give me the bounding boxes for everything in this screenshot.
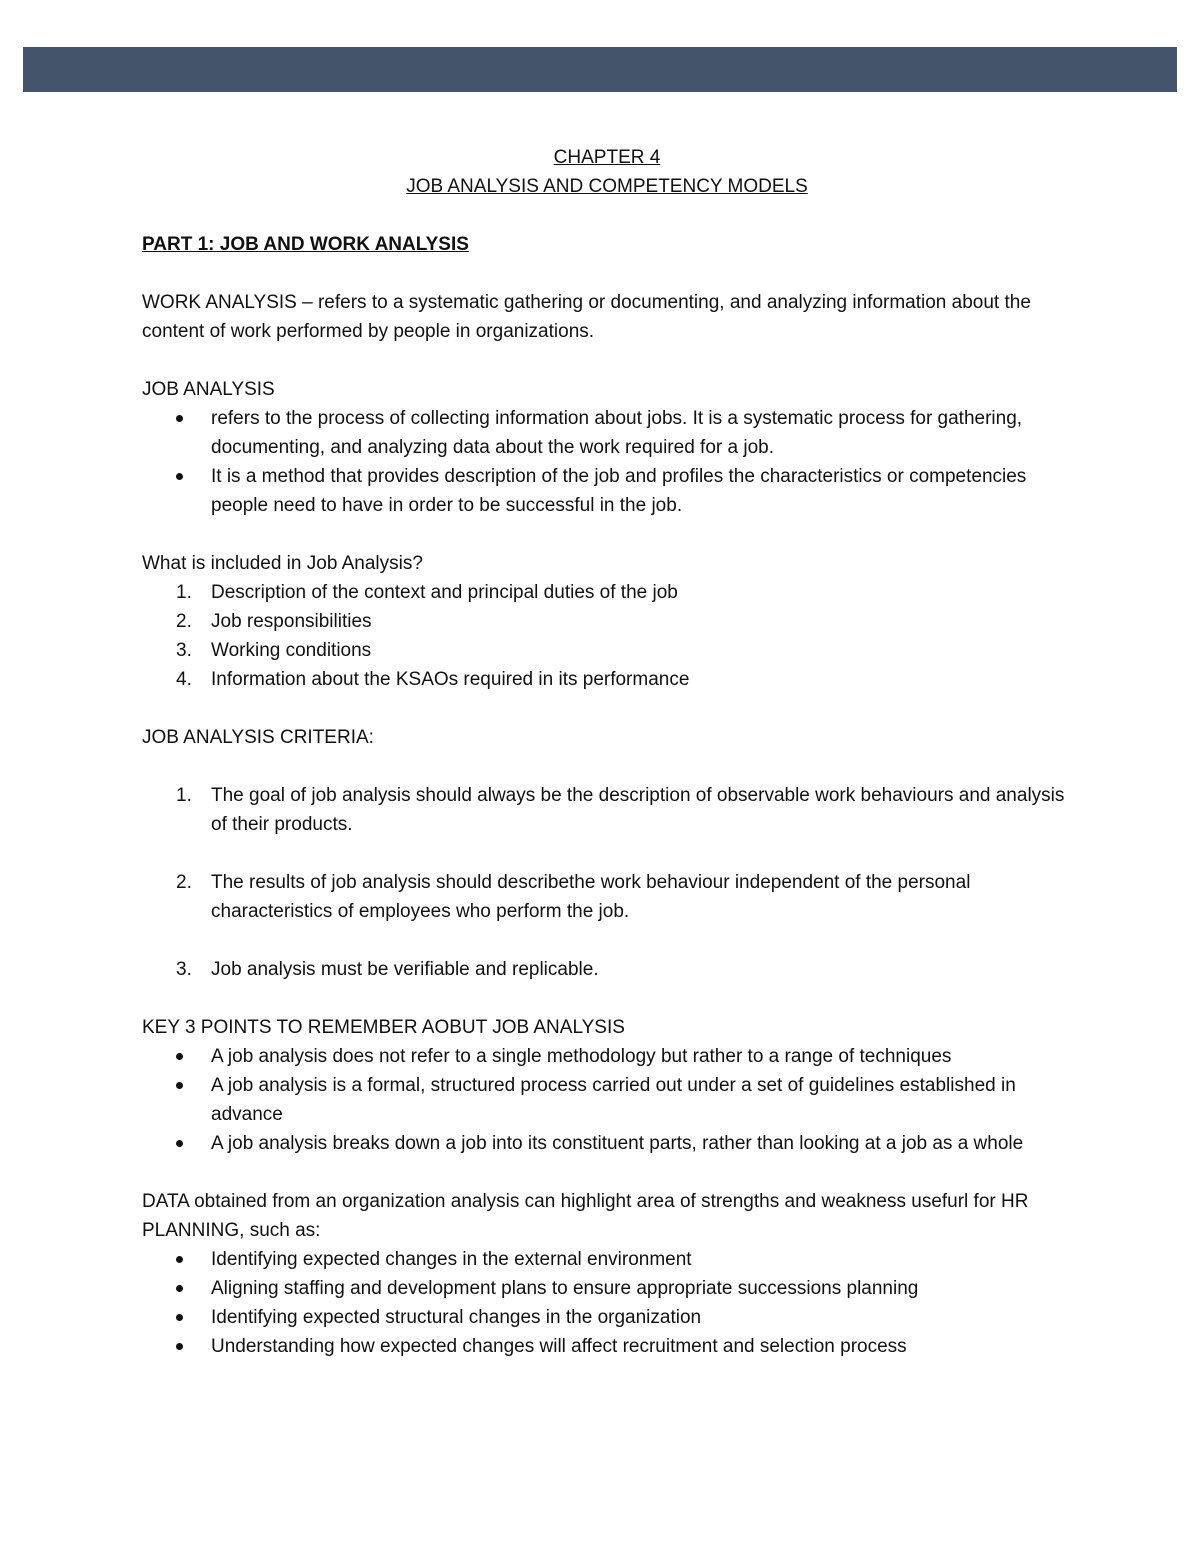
list-item: 2. The results of job analysis should describethe work behaviour independent of the personal characteristics of employees who perform the job. <box>176 872 971 922</box>
criteria-heading: JOB ANALYSIS CRITERIA: <box>142 727 374 748</box>
work-analysis-paragraph: WORK ANALYSIS – refers to a systematic gathering or documenting, and analyzing information about the content of work performed by people in organizations. <box>142 292 1031 342</box>
list-item: Understanding how expected changes will affect recruitment and selection process <box>142 1332 1072 1361</box>
list-item: 1. Description of the context and principal duties of the job <box>176 582 678 603</box>
document-body <box>142 143 1072 1361</box>
list-item: A job analysis is a formal, structured process carried out under a set of guidelines established in advance <box>142 1071 1072 1129</box>
list-item: Identifying expected structural changes in the organization <box>142 1303 1072 1332</box>
key-points-list <box>142 1042 1072 1158</box>
list-item: Identifying expected changes in the external environment <box>142 1245 1072 1274</box>
chapter-title: CHAPTER 4 <box>553 147 661 168</box>
part-heading: PART 1: JOB AND WORK ANALYSIS <box>142 234 469 255</box>
list-item: 3. Working conditions <box>176 640 372 661</box>
key-points-heading: KEY 3 POINTS TO REMEMBER AOBUT JOB ANALYSIS <box>142 1017 625 1038</box>
list-item: It is a method that provides description of the job and profiles the characteristics or competencies people need to have in order to be successful in the job. <box>142 462 1072 520</box>
list-item: 2. Job responsibilities <box>176 611 372 632</box>
data-list <box>142 1245 1072 1361</box>
list-item: A job analysis does not refer to a single methodology but rather to a range of techniques <box>142 1042 1072 1071</box>
list-item: 3. Job analysis must be verifiable and replicable. <box>176 959 599 980</box>
list-item: 4. Information about the KSAOs required in its performance <box>176 669 690 690</box>
data-paragraph: DATA obtained from an organization analysis can highlight area of strengths and weakness usefurl for HR PLANNING, such as: <box>142 1191 1029 1241</box>
job-analysis-list <box>142 404 1072 520</box>
job-analysis-heading: JOB ANALYSIS <box>142 379 275 400</box>
criteria-list <box>142 781 1072 984</box>
list-item: 1. The goal of job analysis should always be the description of observable work behaviours and analysis of their products. <box>176 785 1065 835</box>
included-list <box>142 578 1072 694</box>
list-item: refers to the process of collecting information about jobs. It is a systematic process for gathering, documenting, and analyzing data about the work required for a job. <box>142 404 1072 462</box>
list-item: Aligning staffing and development plans to ensure appropriate successions planning <box>142 1274 1072 1303</box>
chapter-subtitle: JOB ANALYSIS AND COMPETENCY MODELS <box>406 176 808 197</box>
included-heading: What is included in Job Analysis? <box>142 553 423 574</box>
header-bar <box>23 47 1177 92</box>
list-item: A job analysis breaks down a job into its constituent parts, rather than looking at a job as a whole <box>142 1129 1072 1158</box>
